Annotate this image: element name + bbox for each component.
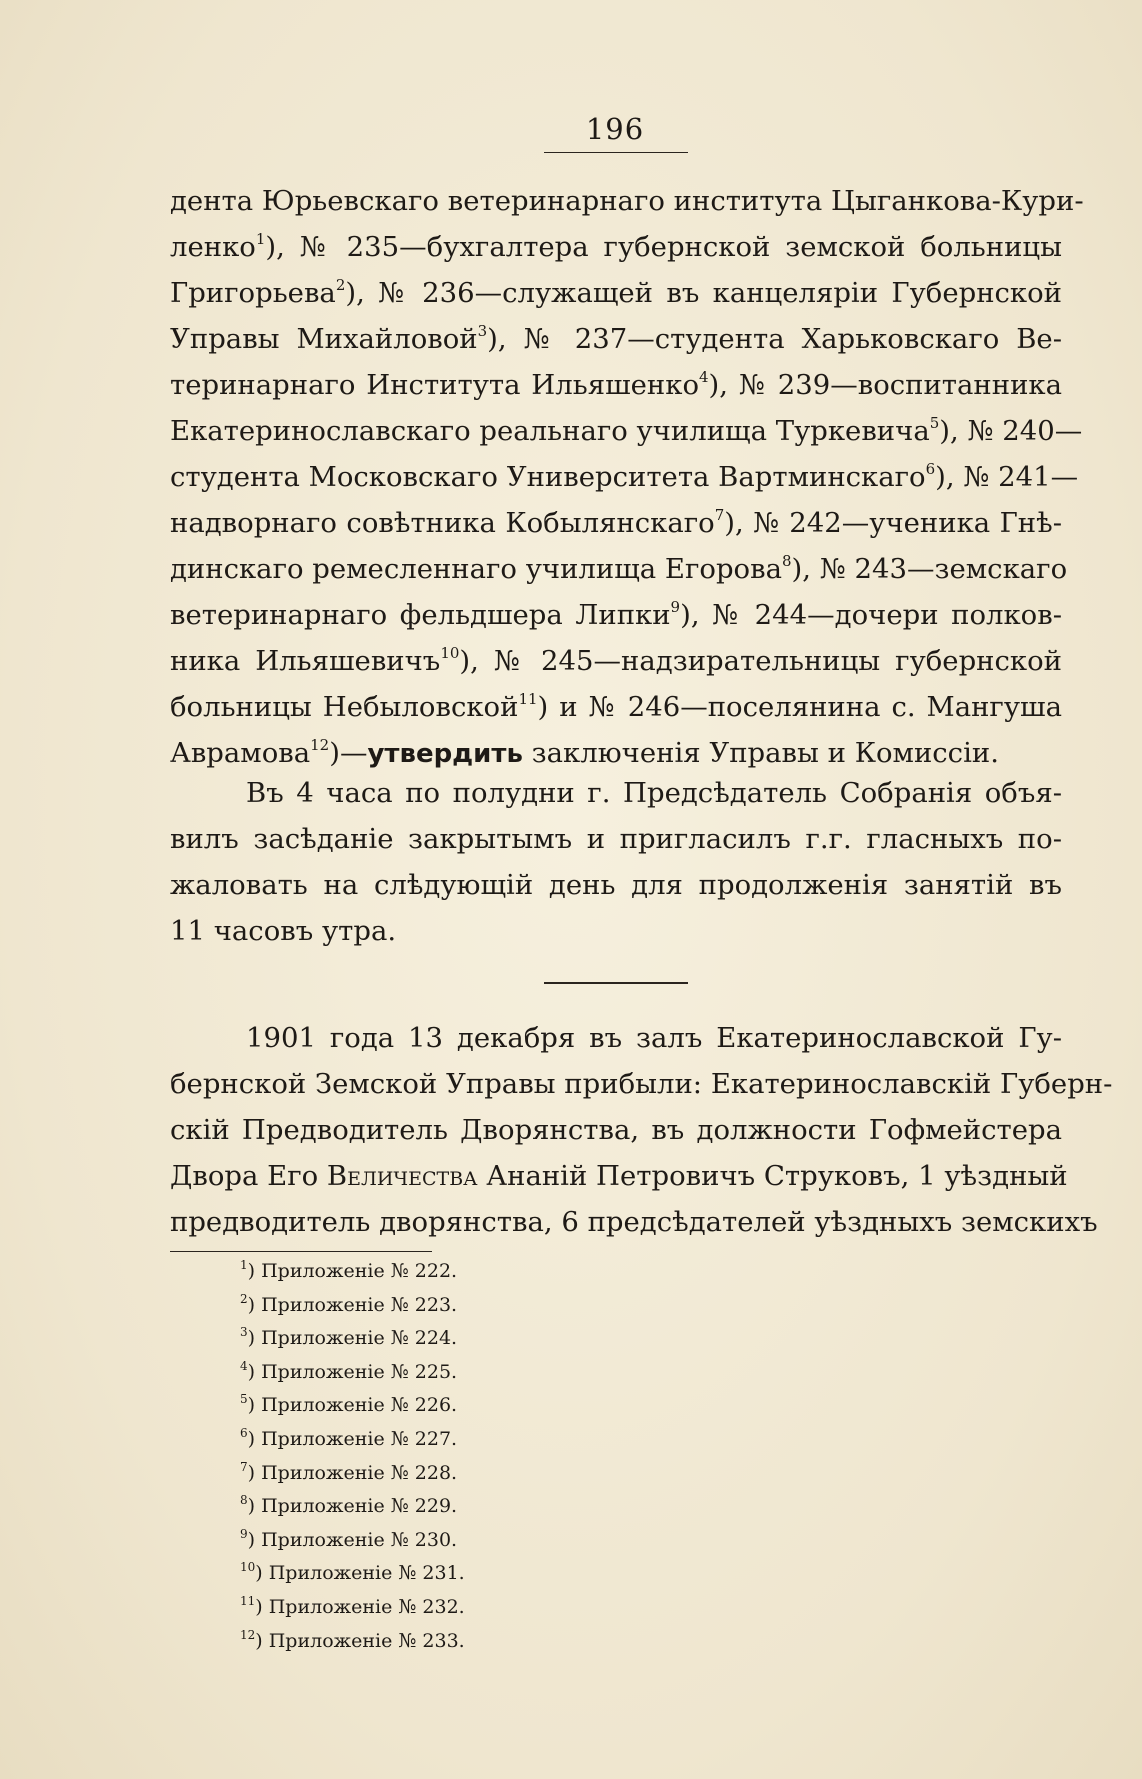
- text-line: предводитель дворянства, 6 предсѣдателей уѣздныхъ земскихъ: [170, 1206, 1098, 1238]
- footnote-ref: 8: [782, 552, 792, 570]
- footnote-ref: 10: [440, 644, 460, 662]
- footnote-ref: 9: [670, 598, 681, 616]
- text-line: бернской Земской Управы прибыли: Екатеринославскій Губерн-: [170, 1068, 1113, 1100]
- text-line: скій Предводитель Дворянства, въ должности Гофмейстера: [170, 1114, 1062, 1146]
- paragraph-continuation: [170, 178, 1084, 777]
- text-line: 11 часовъ утра.: [170, 915, 397, 947]
- text-line: Екатеринославскаго реальнаго училища Туркевича$^5$), № 240—: [170, 414, 1083, 447]
- section-divider: [544, 982, 688, 984]
- text-line: жаловать на слѣдующій день для продолженія занятій въ: [170, 869, 1062, 901]
- paragraph-new-session: [170, 1015, 1113, 1245]
- footnote: $^{10}$) Приложеніе № 231.: [240, 1560, 465, 1585]
- footnote: $^{12}$) Приложеніе № 233.: [240, 1627, 465, 1652]
- text-line: Двора Его Величества Ананій Петровичъ Струковъ, 1 уѣздный: [170, 1160, 1068, 1192]
- paragraph-adjournment: [170, 770, 1062, 954]
- text-line: ветеринарнаго фельдшера Липки$^9$), № 244—дочери полков-: [170, 598, 1062, 631]
- footnote: $^4$) Приложеніе № 225.: [240, 1358, 458, 1383]
- text-line: динскаго ремесленнаго училища Егорова$^8$), № 243—земскаго: [170, 552, 1068, 585]
- text-line: ленко$^1$), № 235—бухгалтера губернской земской больницы: [170, 230, 1062, 263]
- text-line: студента Московскаго Университета Вартминскаго$^6$), № 241—: [170, 460, 1079, 493]
- footnote-ref: 7: [714, 506, 725, 524]
- text-line: дента Юрьевскаго ветеринарнаго института Цыганкова-Кури-: [170, 185, 1084, 217]
- footnote-ref: 2: [335, 276, 346, 294]
- footnote-rule: [170, 1251, 432, 1252]
- page-number-rule: [544, 152, 688, 153]
- page-number: 196: [585, 112, 645, 146]
- footnote-ref: 3: [477, 322, 488, 340]
- smallcaps-word: Величества: [326, 1160, 478, 1192]
- text-line: больницы Небыловской$^{11}$) и № 246—поселянина с. Мангуша: [170, 690, 1062, 723]
- text-line: теринарнаго Института Ильяшенко$^4$), № 239—воспитанника: [170, 368, 1062, 401]
- footnote-ref: 4: [699, 368, 709, 386]
- footnote-ref: 12: [310, 736, 330, 754]
- footnote: $^3$) Приложеніе № 224.: [240, 1325, 458, 1350]
- footnote: $^7$) Приложеніе № 228.: [240, 1459, 458, 1484]
- text-line: 1901 года 13 декабря въ залъ Екатеринославской Гу-: [246, 1022, 1062, 1054]
- footnote-ref: 1: [255, 230, 266, 248]
- footnote-ref: 5: [929, 414, 940, 432]
- text-line: Григорьева$^2$), № 236—служащей въ канцеляріи Губернской: [170, 276, 1062, 309]
- footnote-ref: 11: [518, 690, 538, 708]
- footnote: $^1$) Приложеніе № 222.: [240, 1258, 458, 1282]
- footnote: $^{11}$) Приложеніе № 232.: [240, 1593, 465, 1618]
- resolution-word: утвердить: [367, 739, 523, 769]
- text-line: Въ 4 часа по полудни г. Предсѣдатель Собранія объя-: [246, 777, 1062, 809]
- text-line: Управы Михайловой$^3$), № 237—студента Харьковскаго Ве-: [170, 322, 1062, 355]
- text-line: надворнаго совѣтника Кобылянскаго$^7$), № 242—ученика Гнѣ-: [170, 506, 1062, 539]
- footnote-ref: 6: [925, 460, 936, 478]
- footnote: $^9$) Приложеніе № 230.: [240, 1526, 458, 1551]
- footnotes: [240, 1255, 740, 1658]
- text-line: Аврамова$^{12}$)—утвердить заключенія Управы и Комиссіи.: [170, 736, 999, 769]
- footnote: $^2$) Приложеніе № 223.: [240, 1291, 458, 1316]
- text-line: ника Ильяшевичъ$^{10}$), № 245—надзирательницы губернской: [170, 644, 1062, 677]
- footnote: $^8$) Приложеніе № 229.: [240, 1493, 458, 1518]
- footnote: $^5$) Приложеніе № 226.: [240, 1392, 458, 1417]
- footnote: $^6$) Приложеніе № 227.: [240, 1425, 458, 1450]
- text-line: вилъ засѣданіе закрытымъ и пригласилъ г.г. гласныхъ по-: [170, 823, 1062, 855]
